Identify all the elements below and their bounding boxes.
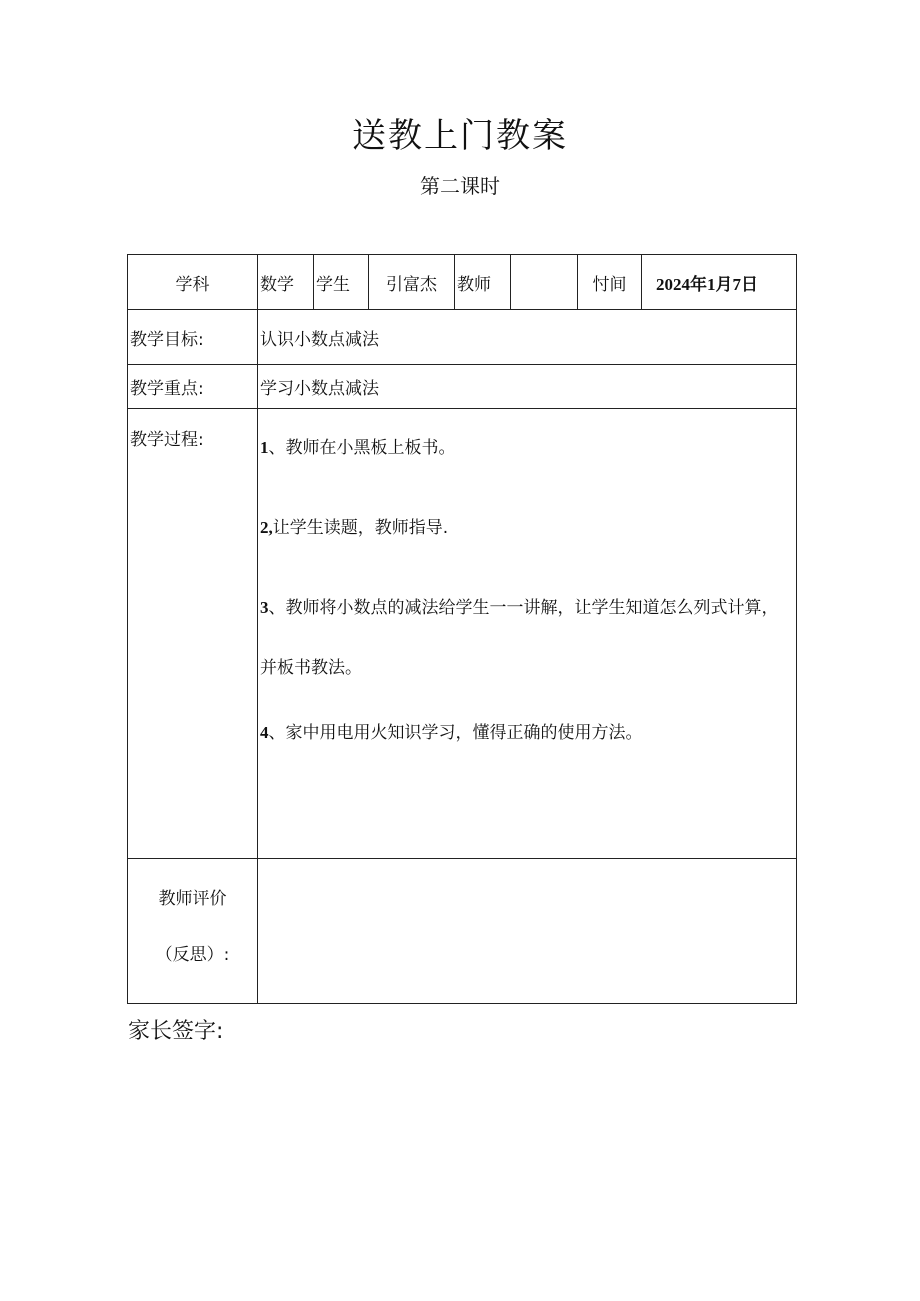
- evaluation-label: 教师评价 （反思）:: [128, 859, 258, 1004]
- evaluation-row: [128, 859, 797, 1004]
- goal-row: [128, 310, 797, 365]
- student-value: 引富杰: [369, 255, 455, 310]
- goal-value: 认识小数点减法: [258, 310, 797, 365]
- process-step: 4、家中用电用火知识学习，懂得正确的使用方法。: [260, 723, 643, 743]
- subject-label: 学科: [128, 255, 258, 310]
- process-step: 3、教师将小数点的减法给学生一一讲解，让学生知道怎么列式计算，并板书教法。: [260, 598, 779, 678]
- teacher-label: 教师: [455, 255, 511, 310]
- subject-value: 数学: [258, 255, 314, 310]
- time-label: 忖间: [578, 255, 642, 310]
- lesson-number: 第二课时: [420, 174, 500, 198]
- header-row: [128, 255, 797, 310]
- date-value: 2024年1月7日: [642, 255, 797, 310]
- page-title: 送教上门教案: [352, 116, 568, 156]
- process-step: 1、教师在小黑板上板书。: [260, 438, 456, 458]
- parent-signature-label: 家长签字:: [128, 1019, 224, 1044]
- process-label: 教学过程:: [128, 409, 258, 859]
- focus-row: [128, 365, 797, 409]
- student-label: 学生: [314, 255, 369, 310]
- process-steps: [258, 409, 797, 859]
- goal-label: 教学目标:: [128, 310, 258, 365]
- focus-label: 教学重点:: [128, 365, 258, 409]
- process-row: [128, 409, 797, 859]
- process-step: 2,让学生读题，教师指导.: [260, 518, 449, 538]
- evaluation-value: [258, 859, 797, 1004]
- focus-value: 学习小数点减法: [258, 365, 797, 409]
- lesson-plan-table: [127, 254, 797, 1004]
- teacher-value: [511, 255, 578, 310]
